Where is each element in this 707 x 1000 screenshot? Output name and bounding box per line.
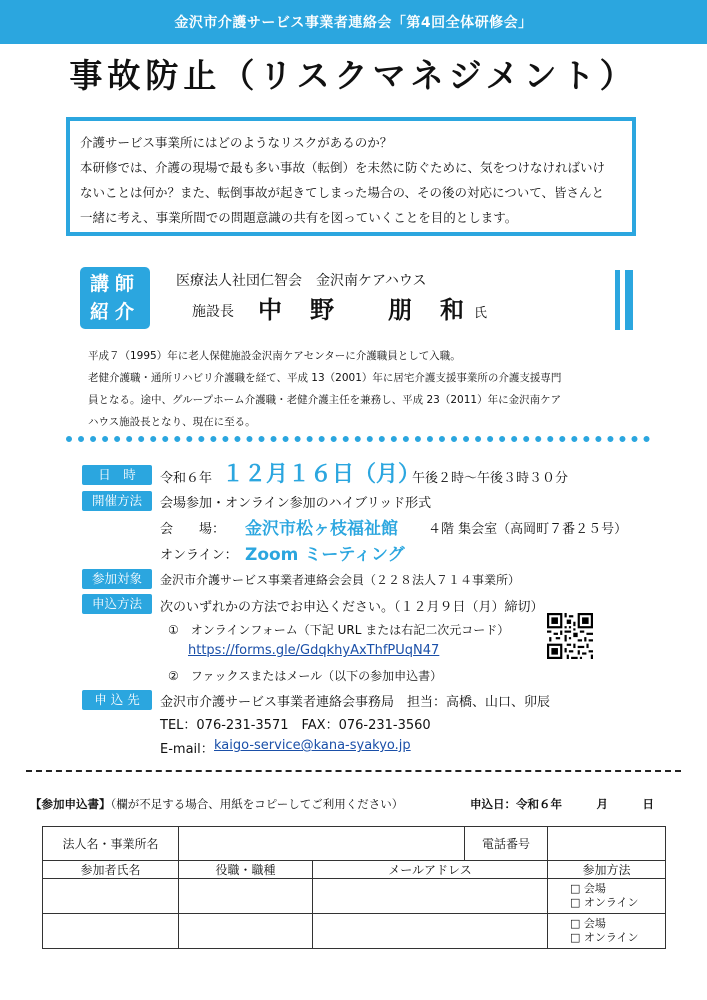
- contact-org: 金沢市介護サービス事業者連絡会事務局 担当：高橋、山口、卯辰: [160, 695, 551, 710]
- target-text: 金沢市介護サービス事業者連絡会会員（２２８法人７１４事業所）: [160, 573, 521, 587]
- participant-name-cell[interactable]: [43, 914, 179, 949]
- table-row: [43, 914, 666, 949]
- page-title: 事故防止（リスクマネジメント）: [69, 56, 638, 95]
- qr-code-icon[interactable]: [547, 613, 593, 659]
- checkbox-online[interactable]: □ オンライン: [570, 931, 639, 944]
- bio-line: ハウス施設長となり、現在に至る。: [88, 416, 256, 428]
- date-prefix: 令和６年: [160, 471, 213, 486]
- bio-line: 員となる。途中、グループホーム介護職・老健介護主任を兼務し、平成 23（2011）年に金沢南ケア: [88, 394, 562, 406]
- col-header-email: メールアドレス: [313, 861, 548, 879]
- participation-method-cell: [548, 879, 666, 914]
- participant-role-cell[interactable]: [179, 879, 313, 914]
- lecturer-bio: [88, 345, 648, 433]
- application-form-table: [42, 826, 666, 949]
- lecturer-tag-line: 紹介: [89, 301, 140, 323]
- decor-bar: [615, 270, 620, 330]
- participant-name-cell[interactable]: [43, 879, 179, 914]
- bio-line: 平成７（1995）年に老人保健施設金沢南ケアセンターに介護職員として入職。: [88, 350, 461, 362]
- org-label: 法人名・事業所名: [43, 827, 179, 861]
- contact-email-link[interactable]: kaigo-service@kana-syakyo.jp: [214, 738, 411, 753]
- date-time: 午後２時〜午後３時３０分: [412, 471, 569, 486]
- contact-email-label: E-mail：: [160, 742, 214, 757]
- intro-line: ないことは何か？また、転倒事故が起きてしまった場合の、その後の対応について、皆さんと: [80, 185, 605, 200]
- dotted-divider: [66, 436, 650, 442]
- checkbox-venue[interactable]: □ 会場: [570, 917, 606, 930]
- lecturer-honorific: 氏: [474, 306, 488, 321]
- apply-tag: 申込方法: [82, 594, 152, 614]
- apply-text: 次のいずれかの方法でお申込ください。（１２月９日（月）締切）: [160, 600, 544, 615]
- col-header-name: 参加者氏名: [43, 861, 179, 879]
- online-name: Zoom ミーティング: [245, 545, 405, 565]
- bio-line: 老健介護職・通所リハビリ介護職を経て、平成 13（2001）年に居宅介護支援事業所の介護支援専門: [88, 372, 562, 384]
- apply-option-1: ① オンラインフォーム（下記 URL または右記二次元コード）: [168, 623, 510, 637]
- phone-label: 電話番号: [465, 827, 548, 861]
- lecturer-position: 施設長: [192, 304, 234, 320]
- form-heading: 【参加申込書】: [30, 797, 111, 811]
- intro-text: [80, 130, 628, 230]
- decor-bar: [625, 270, 633, 330]
- intro-line: 一緒に考え、事業所間での問題意識の共有を図っていくことを目的とします。: [80, 210, 518, 225]
- target-tag: 参加対象: [82, 569, 152, 589]
- apply-option-2: ② ファックスまたはメール（以下の参加申込書）: [168, 669, 443, 683]
- form-date-label: 申込日：令和６年 月 日: [470, 797, 654, 811]
- lecturer-tag: [80, 267, 150, 329]
- intro-line: 本研修では、介護の現場で最も多い事故（転倒）を未然に防ぐために、気をつけなければいけ: [80, 160, 606, 175]
- banner-text: 金沢市介護サービス事業者連絡会「第4回全体研修会」: [174, 15, 533, 31]
- apply-form-link[interactable]: https://forms.gle/GdqkhyAxThfPUqN47: [188, 643, 440, 658]
- participant-email-cell[interactable]: [313, 914, 548, 949]
- form-note: （欄が不足する場合、用紙をコピーしてご利用ください）: [110, 797, 404, 811]
- lecturer-org: 医療法人社団仁智会 金沢南ケアハウス: [176, 273, 427, 289]
- cut-line: [26, 770, 681, 772]
- phone-input-cell[interactable]: [548, 827, 666, 861]
- venue-detail: ４階 集会室（高岡町７番２５号）: [428, 522, 628, 537]
- date-main: １２月１６日（月）: [222, 462, 421, 487]
- intro-line: 介護サービス事業所にはどのようなリスクがあるのか？: [80, 135, 393, 150]
- online-label: オンライン：: [160, 548, 238, 563]
- table-row: [43, 879, 666, 914]
- org-input-cell[interactable]: [179, 827, 465, 861]
- checkbox-online[interactable]: □ オンライン: [570, 896, 639, 909]
- form-header: [30, 796, 403, 812]
- lecturer-name: 中 野 朋 和: [258, 296, 466, 324]
- participant-role-cell[interactable]: [179, 914, 313, 949]
- table-header-row: [43, 861, 666, 879]
- contact-tel: TEL：076-231-3571 FAX：076-231-3560: [160, 718, 431, 733]
- checkbox-venue[interactable]: □ 会場: [570, 882, 606, 895]
- method-text: 会場参加・オンライン参加のハイブリッド形式: [160, 496, 432, 511]
- org-row: [43, 827, 666, 861]
- participation-method-cell: [548, 914, 666, 949]
- contact-tag: 申 込 先: [82, 690, 152, 710]
- venue-label: 会 場：: [160, 522, 226, 537]
- method-tag: 開催方法: [82, 491, 152, 511]
- date-tag: 日 時: [82, 465, 152, 485]
- col-header-role: 役職・職種: [179, 861, 313, 879]
- lecturer-tag-line: 講師: [89, 273, 140, 295]
- participant-email-cell[interactable]: [313, 879, 548, 914]
- col-header-method: 参加方法: [548, 861, 666, 879]
- venue-name: 金沢市松ヶ枝福祉館: [245, 519, 398, 539]
